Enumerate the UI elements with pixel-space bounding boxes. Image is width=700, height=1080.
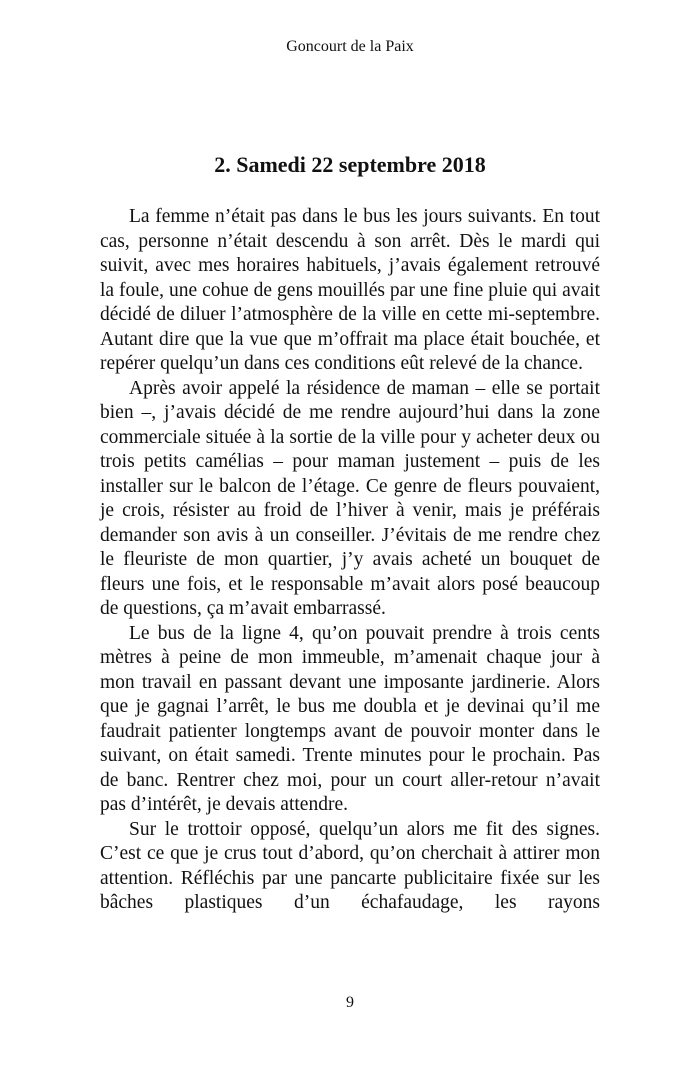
body-text bbox=[100, 205, 600, 916]
running-header: Goncourt de la Paix bbox=[286, 38, 414, 55]
page-number: 9 bbox=[346, 994, 354, 1011]
chapter-title: 2. Samedi 22 septembre 2018 bbox=[214, 152, 486, 177]
paragraph-3: Le bus de la ligne 4, qu’on pouvait prendre à trois cents mètres à peine de mon immeuble, m’amenait chaque jour à mon travail en passant devant une imposante jardinerie. Alors que je gagnai l’arrêt, le bus me doubla et je devinai qu’il me faudrait patienter longtemps avant de pouvoir monter dans le suivant, on était samedi. Trente minutes pour le prochain. Pas de banc. Rentrer chez moi, pour un court aller-retour n’avait pas d’intérêt, je devais attendre. bbox=[100, 622, 600, 815]
paragraph-2: Après avoir appelé la résidence de maman – elle se portait bien –, j’avais décidé de me rendre aujourd’hui dans la zone commerciale située à la sortie de la ville pour y acheter deux ou trois petits camélias – pour maman justement – puis de les installer sur le balcon de l’étage. Ce genre de fleurs pouvaient, je crois, résister au froid de l’hiver à venir, mais je préférais demander son avis à un conseiller. J’évitais de me rendre chez le fleuriste de mon quartier, j’y avais acheté un bouquet de fleurs une fois, et le responsable m’avait alors posé beaucoup de questions, ça m’avait embarrassé. bbox=[100, 377, 600, 619]
paragraph-4: Sur le trottoir opposé, quelqu’un alors me fit des signes. C’est ce que je crus tout d’abord, qu’on cherchait à attirer mon attention. Réfléchis par une pancarte publicitaire fixée sur les bâches plastiques d’un échafaudage, les rayons bbox=[100, 818, 600, 913]
paragraph-1: La femme n’était pas dans le bus les jours suivants. En tout cas, personne n’était descendu à son arrêt. Dès le mardi qui suivit, avec mes horaires habituels, j’avais également retrouvé la foule, une cohue de gens mouillés par une fine pluie qui avait décidé de diluer l’atmosphère de la ville en cette mi-septembre. Autant dire que la vue que m’offrait ma place était bouchée, et repérer quelqu’un dans ces conditions eût relevé de la chance. bbox=[100, 206, 600, 374]
